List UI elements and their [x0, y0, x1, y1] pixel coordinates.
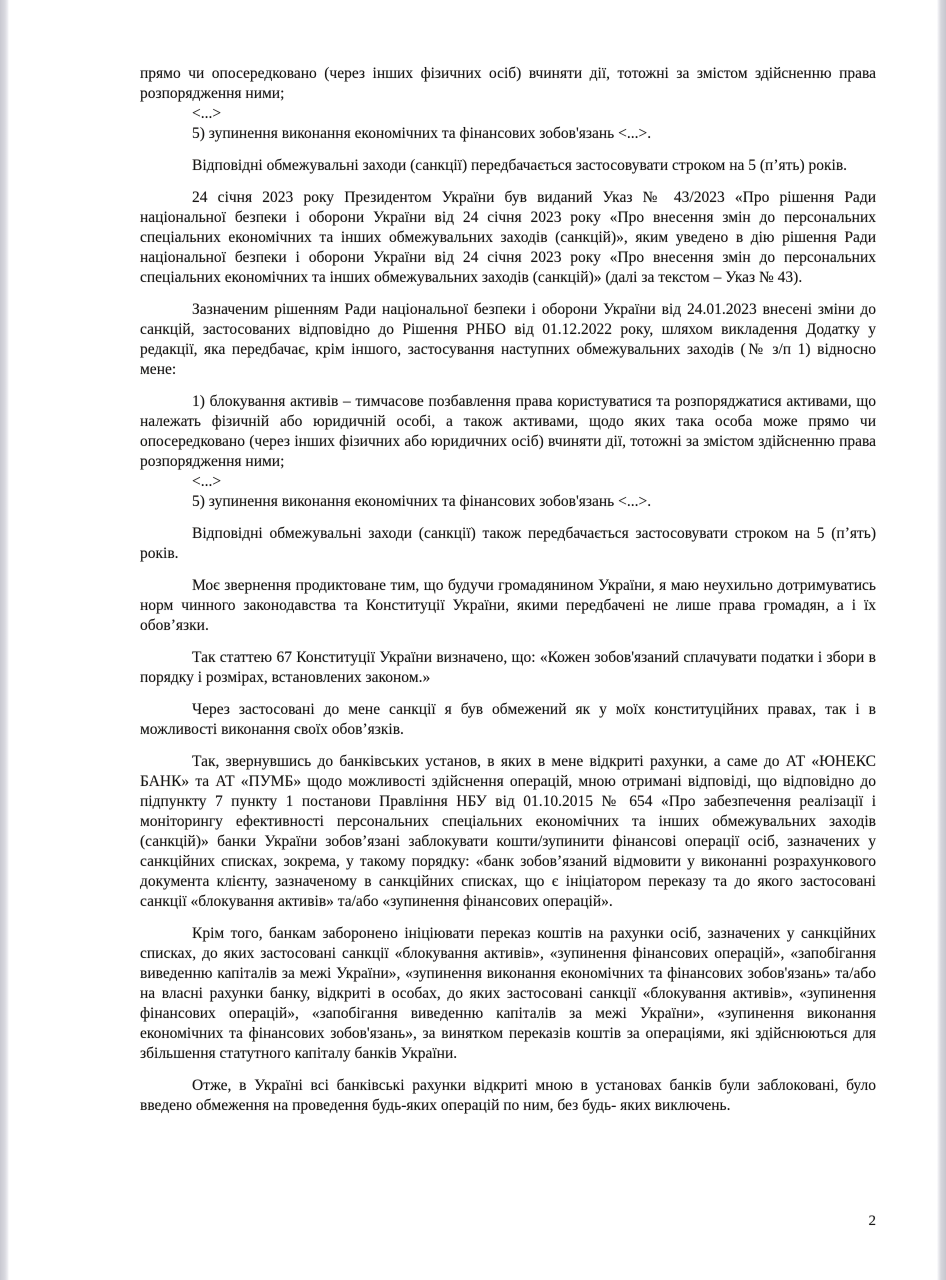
paragraph: Через застосовані до мене санкції я був обмежений як у моїх конституційних правах, так і в можливості виконання своїх обов’язків. [140, 701, 876, 738]
paragraph: Крім того, банкам заборонено ініціювати переказ коштів на рахунки осіб, зазначених у санкційних списках, до яких застосовані санкції «блокування активів», «зупинення фінансових операцій», «запобігання виведенню капіталів за межі України», «зупинення виконання економічних та фінансових зобов'язань» та/або на власні рахунки банку, відкриті в особах, до яких застосовані санкції «блокування активів», «зупинення фінансових операцій», «запобігання виведенню капіталів за межі України», «зупинення виконання економічних та фінансових зобов'язань», за винятком переказів коштів за операціями, які здійснюються для збільшення статутного капіталу банків України. [140, 925, 876, 1062]
list-item-5: 5) зупинення виконання економічних та фінансових зобов'язань <...>. [192, 125, 652, 142]
page-left-edge [0, 0, 9, 1280]
paragraph: Зазначеним рішенням Ради національної безпеки і оборони України від 24.01.2023 внесені зміни до санкцій, застосованих відповідно до Рішення РНБО від 01.12.2022 року, шляхом викладення Додатку у редакції, яка передбачає, крім іншого, застосування наступних обмежувальних заходів (№ з/п 1) відносно мене: [140, 301, 876, 378]
document-content [140, 64, 876, 1116]
page-footer [140, 1213, 876, 1230]
paragraph: Так, звернувшись до банківських установ, в яких в мене відкриті рахунки, а саме до АТ «ЮНЕКС БАНК» та АТ «ПУМБ» щодо можливості здійснення операцій, мною отримані відповіді, що відповідно до підпункту 7 пункту 1 постанови Правління НБУ від 01.10.2015 № 654 «Про забезпечення реалізації і моніторингу ефективності персональних спеціальних економічних та інших обмежувальних заходів (санкцій)» банки України зобов’язані заблокувати кошти/зупинити фінансові операції осіб, зазначених у санкційних списках, зокрема, у такому порядку: «банк зобов’язаний відмовити у виконанні розрахункового документа клієнту, зазначеному в санкційних списках, що є ініціатором переказу та до якого застосовані санкції «блокування активів» та/або «зупинення фінансових операцій». [140, 753, 876, 910]
paragraph: Відповідні обмежувальні заходи (санкції) передбачається застосовувати строком на 5 (п’ять) років. [192, 157, 848, 174]
paragraph: Моє звернення продиктоване тим, що будучи громадянином України, я маю неухильно дотримуватись норм чинного законодавства та Конституції України, якими передбачені не лише права громадян, а і їх обов’язки. [140, 577, 876, 634]
ellipsis-line: <...> [192, 105, 222, 122]
paragraph-continuation: прямо чи опосередковано (через інших фізичних осіб) вчиняти дії, тотожні за змістом здійсненню права розпорядження ними; [140, 65, 876, 102]
page-number: 2 [868, 1213, 876, 1229]
page-right-edge [937, 0, 946, 1280]
paragraph: 24 січня 2023 року Президентом України був виданий Указ № 43/2023 «Про рішення Ради національної безпеки і оборони України від 24 січня 2023 року «Про внесення змін до персональних спеціальних економічних та інших обмежувальних заходів (санкцій)», яким уведено в дію рішення Ради національної безпеки і оборони України від 24 січня 2023 року «Про внесення змін до персональних спеціальних економічних та інших обмежувальних заходів (санкцій)» (далі за текстом – Указ № 43). [140, 189, 876, 286]
paragraph: Отже, в Україні всі банківські рахунки відкриті мною в установах банків були заблоковані, було введено обмеження на проведення будь-яких операцій по ним, без будь- яких виключень. [140, 1077, 876, 1114]
list-item-5: 5) зупинення виконання економічних та фінансових зобов'язань <...>. [192, 493, 652, 510]
paragraph: Так статтею 67 Конституції України визначено, що: «Кожен зобов'язаний сплачувати податки і збори в порядку і розмірах, встановлених законом.» [140, 649, 876, 686]
paragraph: Відповідні обмежувальні заходи (санкції) також передбачається застосовувати строком на 5 (п’ять) років. [140, 525, 876, 562]
ellipsis-line: <...> [192, 473, 222, 490]
list-item-1: 1) блокування активів – тимчасове позбавлення права користуватися та розпоряджатися активами, що належать фізичній або юридичній особі, а також активами, щодо яких така особа може прямо чи опосередковано (через інших фізичних або юридичних осіб) вчиняти дії, тотожні за змістом здійсненню права розпорядження ними; [140, 393, 876, 470]
